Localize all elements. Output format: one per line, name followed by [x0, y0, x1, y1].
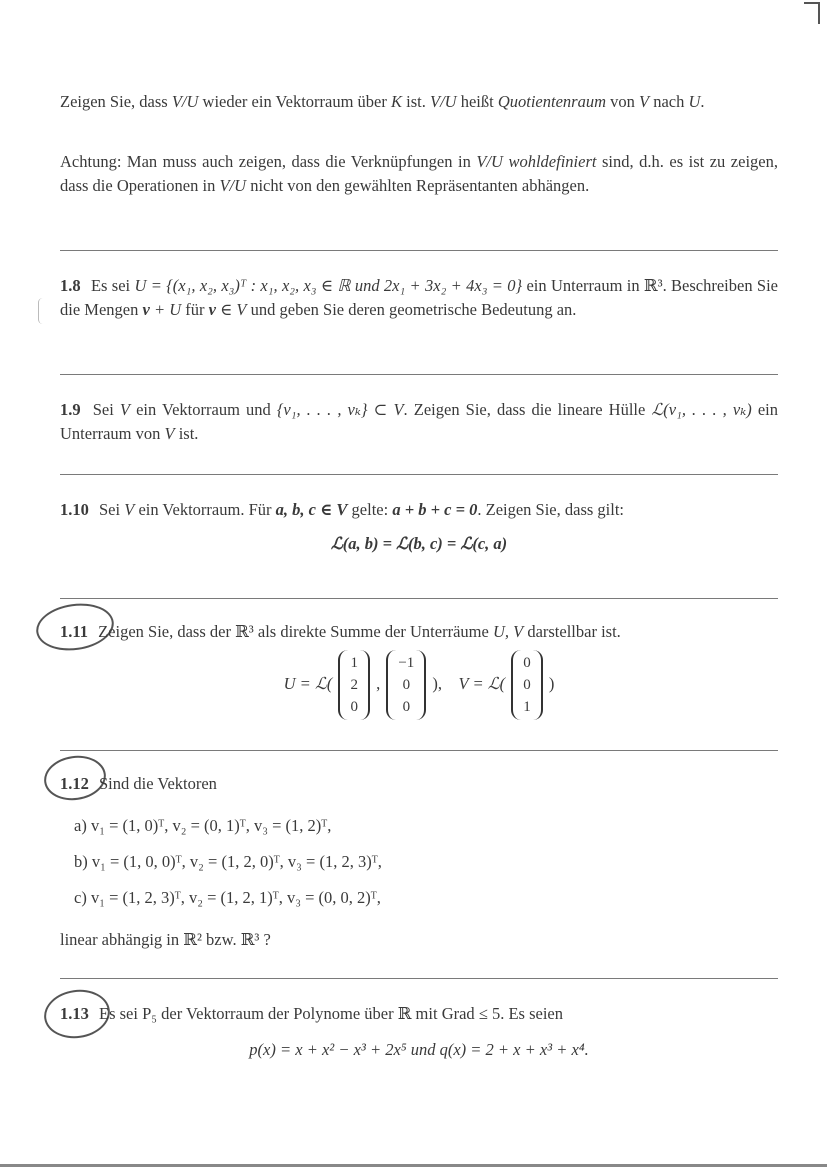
scan-bottom-edge [0, 1164, 827, 1167]
text: und geben Sie deren geometrische Bedeutung an. [246, 300, 577, 319]
math-formula: p(x) = x + x² − x³ + 2x⁵ und q(x) = 2 + x + x³ + x⁴. [249, 1040, 589, 1059]
math-vector: v [208, 300, 216, 319]
vector-list [74, 816, 382, 924]
math: V [124, 500, 135, 519]
math: V/U [219, 176, 247, 195]
text: ist. [174, 424, 199, 443]
math: V/U [429, 92, 457, 111]
scan-corner-mark [804, 2, 820, 4]
exercise-number: 1.8 [60, 276, 81, 295]
text: . Zeigen Sie, dass gilt: [477, 500, 625, 519]
divider [60, 250, 778, 251]
text: Sei [99, 500, 125, 519]
divider [60, 374, 778, 375]
math: + U [149, 300, 182, 319]
vector-matrix [386, 650, 426, 720]
text: Es sei P₅ der Vektorraum der Polynome über ℝ mit Grad ≤ 5. Es seien [99, 1004, 564, 1023]
text: ein Vektorraum und [129, 400, 277, 419]
text: ), [432, 673, 443, 693]
exercise-1-13 [60, 1002, 778, 1026]
text: sind, d.h. es ist zu zeigen, dass die Operationen in [60, 152, 778, 195]
divider [60, 978, 778, 979]
exercise-number: 1.12 [60, 774, 89, 793]
math: V [119, 400, 130, 419]
math: V [164, 424, 175, 443]
math: U, V [492, 622, 524, 641]
math: V/U [171, 92, 199, 111]
matrix-entry: 0 [350, 699, 358, 715]
exercise-1-10 [60, 498, 778, 522]
vector-matrix [511, 650, 543, 720]
text: nach [649, 92, 689, 111]
exercise-number: 1.10 [60, 500, 89, 519]
matrix-entry: 0 [402, 699, 411, 715]
text: wieder ein Vektorraum über [198, 92, 391, 111]
matrix-entry: 0 [523, 677, 531, 693]
math: K [391, 92, 403, 111]
math: V [638, 92, 650, 111]
formula-1-10 [60, 534, 778, 554]
text: nicht von den gewählten Repräsentanten abhängen. [246, 176, 590, 195]
math-formula: ℒ(a, b) = ℒ(b, c) = ℒ(c, a) [330, 534, 508, 553]
list-item: b) v₁ = (1, 0, 0)ᵀ, v₂ = (1, 2, 0)ᵀ, v₃ = (1, 2, 3)ᵀ, [74, 852, 382, 871]
text: darstellbar ist. [523, 622, 621, 641]
text: , [376, 673, 381, 693]
vector-matrix [338, 650, 370, 720]
matrix-entry: −1 [398, 655, 415, 671]
math: a + b + c = 0 [392, 500, 478, 519]
text: . Zeigen Sie, dass die lineare Hülle [403, 400, 652, 419]
formula-1-13 [60, 1040, 778, 1060]
math: ℒ(v₁, . . . , vₖ) [651, 400, 752, 419]
matrix-entry: 1 [523, 699, 531, 715]
exercise-1-12 [60, 772, 778, 796]
math: V/U [476, 152, 503, 171]
text: ein Unterraum in ℝ³. Beschreiben Sie die Mengen [60, 276, 779, 319]
text: Sei [92, 400, 120, 419]
exercise-number: 1.13 [60, 1004, 89, 1023]
math: ∈ V [215, 300, 247, 319]
math: V = ℒ( [458, 673, 506, 693]
margin-mark [38, 298, 47, 324]
text: Es sei [90, 276, 135, 295]
text: Achtung: Man muss auch zeigen, dass die Verknüpfungen in [60, 152, 477, 171]
list-item: a) v₁ = (1, 0)ᵀ, v₂ = (0, 1)ᵀ, v₃ = (1, 2)ᵀ, [74, 816, 332, 835]
text: ein Unterraum von [60, 400, 778, 443]
math: a, b, c ∈ V [275, 500, 348, 519]
text: von [605, 92, 639, 111]
math: U = ℒ( [283, 673, 333, 693]
text: Zeigen Sie, dass [60, 92, 172, 111]
list-item: c) v₁ = (1, 2, 3)ᵀ, v₂ = (1, 2, 1)ᵀ, v₃ = (0, 0, 2)ᵀ, [74, 888, 381, 907]
text: ) [548, 673, 555, 693]
divider [60, 474, 778, 475]
exercise-1-11 [60, 620, 778, 644]
exercise-1-9 [60, 398, 778, 446]
exercise-number: 1.11 [60, 622, 88, 641]
text: Zeigen Sie, dass der ℝ³ als direkte Summe der Unterräume [98, 622, 493, 641]
text: linear abhängig in ℝ² bzw. ℝ³ ? [60, 930, 271, 949]
exercise-number: 1.9 [60, 400, 81, 419]
math-vector: v [142, 300, 150, 319]
matrix-entry: 1 [350, 655, 358, 671]
matrix-entry: 2 [350, 677, 358, 693]
formula-1-11 [60, 650, 778, 720]
matrix-entry: 0 [523, 655, 531, 671]
text: heißt [456, 92, 498, 111]
divider [60, 598, 778, 599]
quotient-paragraph [60, 90, 778, 114]
text: Sind die Vektoren [99, 774, 217, 793]
text: . [700, 92, 705, 111]
text: gelte: [347, 500, 393, 519]
divider [60, 750, 778, 751]
math: {v₁, . . . , vₖ} ⊂ V [276, 400, 404, 419]
emphasis: Quotientenraum [497, 92, 606, 111]
text: für [181, 300, 209, 319]
emphasis: wohldefiniert [502, 152, 597, 171]
exercise-1-8 [60, 274, 778, 322]
exercise-1-12-closing [60, 928, 778, 952]
math: U = {(x₁, x₂, x₃)ᵀ : x₁, x₂, x₃ ∈ ℝ und 2x₁ + 3x₂ + 4x₃ = 0} [134, 276, 523, 295]
matrix-entry: 0 [402, 677, 411, 693]
text: ein Vektorraum. Für [134, 500, 276, 519]
warning-paragraph [60, 150, 778, 198]
text: ist. [402, 92, 430, 111]
math: U [688, 92, 701, 111]
scan-corner-mark [818, 2, 820, 24]
